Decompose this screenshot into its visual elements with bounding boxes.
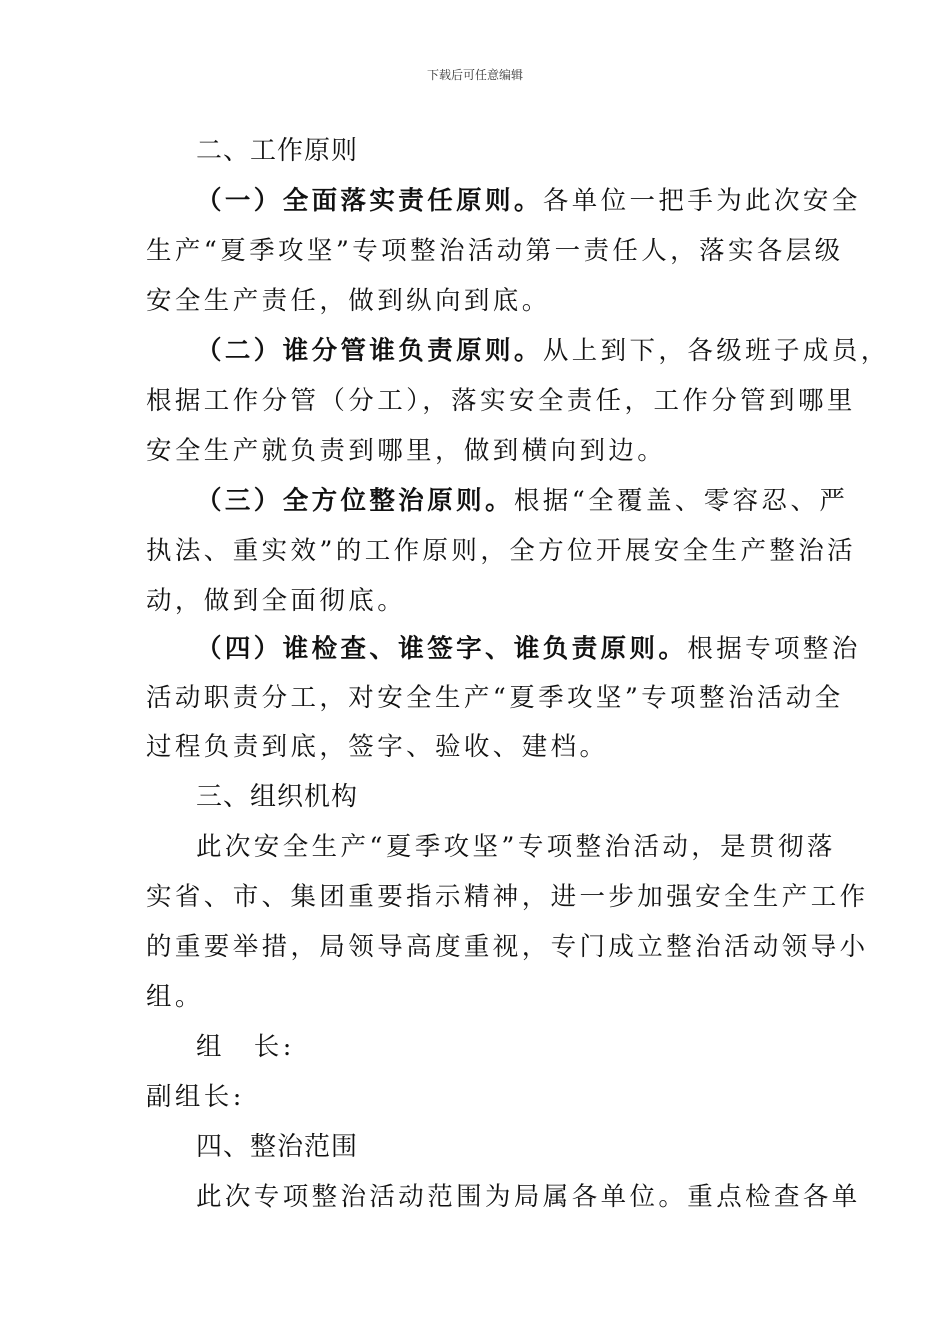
paragraph-line: 安全生产责任，做到纵向到底。 xyxy=(146,286,551,316)
paragraph-line: 根据工作分管（分工），落实安全责任，工作分管到哪里 xyxy=(146,386,856,416)
section-heading-scope: 四、整治范围 xyxy=(196,1132,359,1162)
paragraph-lead: （四）谁检查、谁签字、谁负责原则。 xyxy=(196,634,688,664)
page-header-note: 下载后可任意编辑 xyxy=(426,68,523,82)
paragraph-line: 动，做到全面彻底。 xyxy=(146,586,407,616)
paragraph-line: 过程负责到底，签字、验收、建档。 xyxy=(146,732,609,762)
paragraph-text: 根据专项整治 xyxy=(687,634,861,664)
paragraph-text: 各单位一把手为此次安全 xyxy=(542,186,861,216)
paragraph-line: 实省、市、集团重要指示精神，进一步加强安全生产工作 xyxy=(146,882,869,912)
deputy-leader-label: 副组长: xyxy=(146,1082,245,1112)
paragraph-lead: （一）全面落实责任原则。 xyxy=(196,186,543,216)
section-heading-organization: 三、组织机构 xyxy=(196,782,359,812)
paragraph-line: 活动职责分工，对安全生产“夏季攻坚”专项整治活动全 xyxy=(146,683,844,713)
paragraph-line xyxy=(196,326,890,376)
paragraph-line xyxy=(196,624,861,674)
paragraph-lead: （二）谁分管谁负责原则。 xyxy=(196,336,543,366)
paragraph-line xyxy=(196,476,849,526)
leader-label: 组 长: xyxy=(196,1032,295,1062)
section-heading-principles: 二、工作原则 xyxy=(196,136,359,166)
paragraph-line: 生产“夏季攻坚”专项整治活动第一责任人，落实各层级 xyxy=(146,236,844,266)
paragraph-lead: （三）全方位整治原则。 xyxy=(196,486,514,516)
paragraph-line: 组。 xyxy=(146,982,204,1012)
paragraph-line: 执法、重实效”的工作原则，全方位开展安全生产整治活 xyxy=(146,536,857,566)
paragraph-line: 的重要举措，局领导高度重视，专门成立整治活动领导小 xyxy=(146,932,869,962)
paragraph-line: 安全生产就负责到哪里，做到横向到边。 xyxy=(146,436,667,466)
paragraph-line: 此次安全生产“夏季攻坚”专项整治活动，是贯彻落 xyxy=(196,832,836,862)
paragraph-text: 从上到下，各级班子成员， xyxy=(542,336,890,366)
paragraph-text: 根据“全覆盖、零容忍、严 xyxy=(513,486,849,516)
paragraph-line: 此次专项整治活动范围为局属各单位。重点检查各单 xyxy=(196,1182,861,1212)
paragraph-line xyxy=(196,176,861,226)
